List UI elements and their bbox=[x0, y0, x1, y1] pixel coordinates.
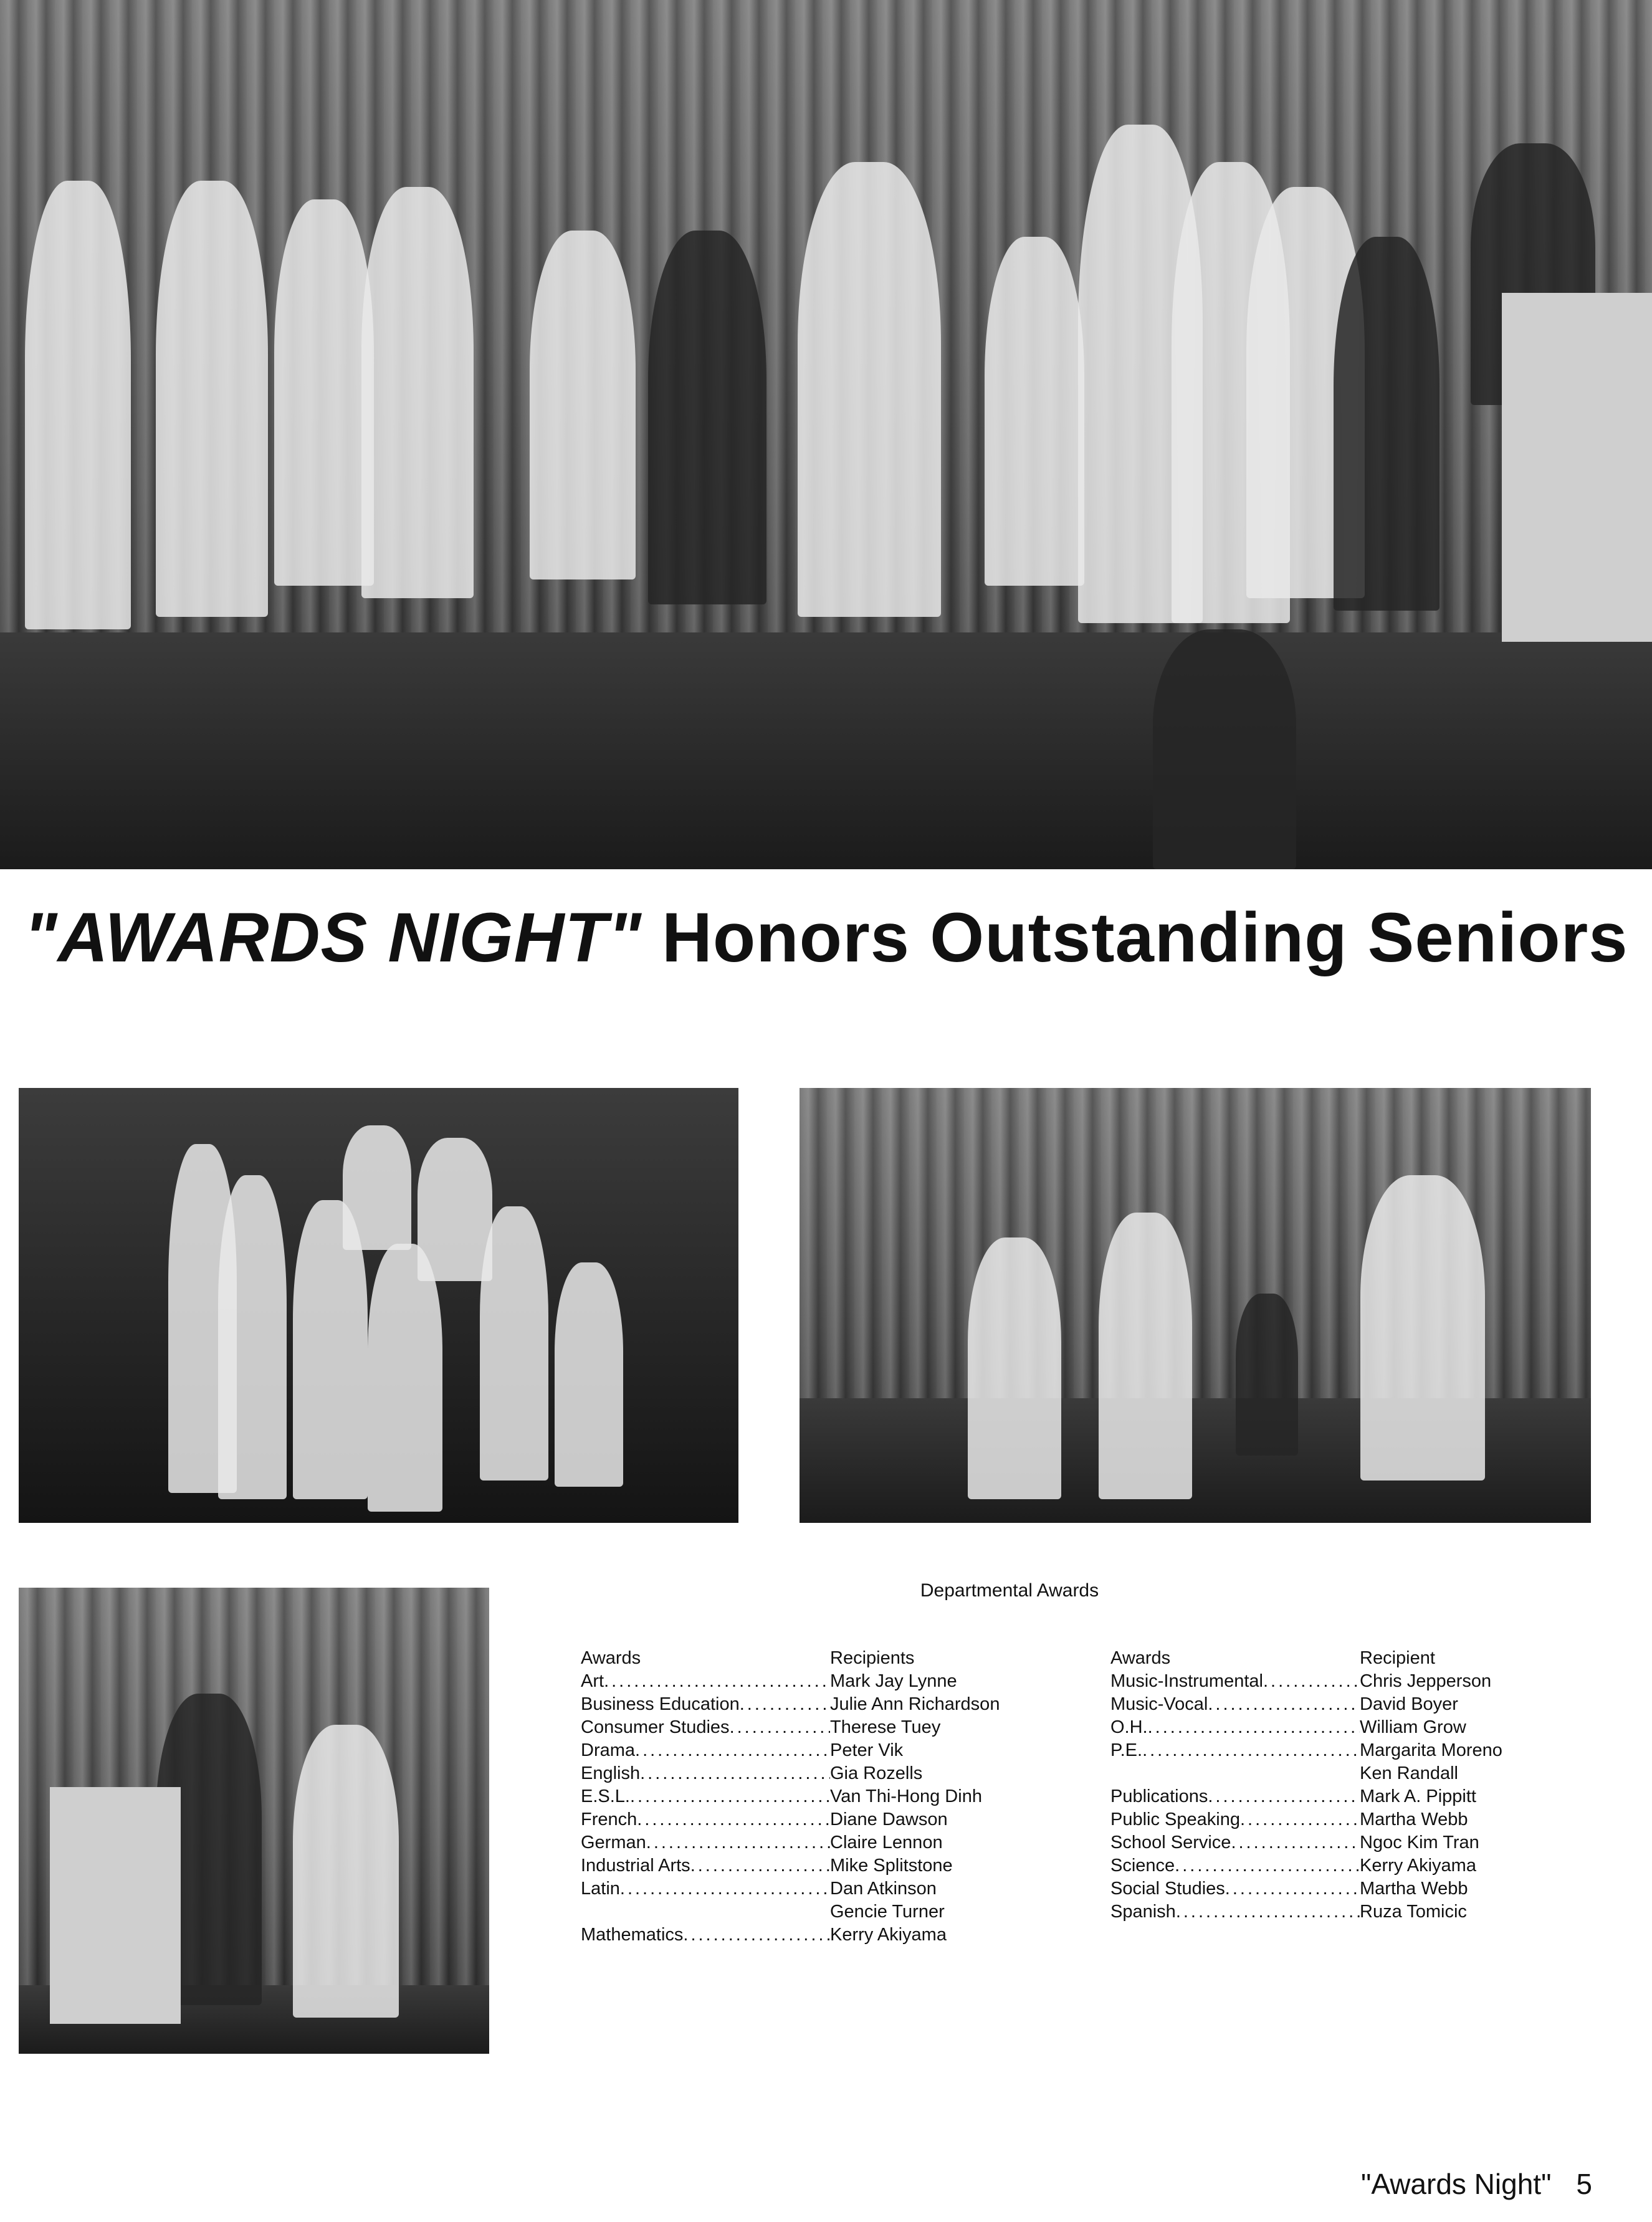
photo-choir bbox=[19, 1088, 738, 1523]
award-name-text: Awards bbox=[1110, 1648, 1171, 1668]
award-row bbox=[581, 1877, 1042, 1900]
awards-header-row bbox=[581, 1647, 1042, 1670]
award-name-text: P.E. bbox=[1110, 1740, 1143, 1760]
award-name bbox=[581, 1831, 830, 1854]
dot-leader bbox=[730, 1716, 830, 1739]
dot-leader bbox=[604, 1670, 830, 1693]
dot-leader bbox=[635, 1739, 830, 1762]
choir-member-figure bbox=[218, 1175, 287, 1499]
recipient-name: Mark A. Pippitt bbox=[1360, 1786, 1476, 1806]
award-name bbox=[581, 1693, 830, 1716]
choir-member-figure bbox=[343, 1125, 411, 1250]
award-name-text: Consumer Studies bbox=[581, 1717, 730, 1737]
award-name-text: Music-Instrumental bbox=[1110, 1671, 1263, 1691]
dot-leader bbox=[683, 1924, 830, 1947]
dot-leader bbox=[1263, 1670, 1360, 1693]
award-name-text: German bbox=[581, 1833, 646, 1852]
recipient-name: William Grow bbox=[1360, 1717, 1466, 1737]
recipient-name: Kerry Akiyama bbox=[1360, 1856, 1476, 1876]
dot-leader bbox=[646, 1831, 830, 1854]
award-row bbox=[1110, 1762, 1534, 1785]
podium bbox=[50, 1787, 181, 2024]
award-name bbox=[1110, 1647, 1360, 1670]
dot-leader bbox=[1231, 1831, 1360, 1854]
photo-podium-handshake bbox=[19, 1588, 489, 2054]
award-row bbox=[581, 1716, 1042, 1739]
award-name bbox=[1110, 1854, 1360, 1877]
award-row bbox=[1110, 1670, 1534, 1693]
recipient-name: Kerry Akiyama bbox=[830, 1925, 947, 1945]
award-name bbox=[1110, 1670, 1360, 1693]
award-name bbox=[581, 1924, 830, 1947]
dot-leader bbox=[637, 1808, 830, 1831]
award-name bbox=[1110, 1785, 1360, 1808]
dot-leader bbox=[690, 1854, 830, 1877]
stage-floor bbox=[0, 632, 1652, 869]
award-name-text: School Service bbox=[1110, 1833, 1231, 1852]
award-row bbox=[1110, 1808, 1534, 1831]
dot-leader bbox=[640, 1762, 830, 1785]
award-name bbox=[1110, 1900, 1360, 1924]
recipient-name: Ken Randall bbox=[1360, 1763, 1458, 1783]
award-name-text: French bbox=[581, 1810, 637, 1829]
award-row bbox=[1110, 1854, 1534, 1877]
page-footer bbox=[1361, 2167, 1592, 2201]
recipient-name: Therese Tuey bbox=[830, 1717, 941, 1737]
dot-leader bbox=[1208, 1785, 1360, 1808]
award-name bbox=[581, 1762, 830, 1785]
student-figure bbox=[156, 181, 268, 617]
recipient-name: Gencie Turner bbox=[830, 1902, 945, 1922]
choir-member-figure bbox=[418, 1138, 492, 1281]
awards-header-row bbox=[1110, 1647, 1534, 1670]
recipient-name: Claire Lennon bbox=[830, 1833, 943, 1852]
choir-member-figure bbox=[555, 1262, 623, 1487]
award-row bbox=[1110, 1785, 1534, 1808]
student-figure bbox=[1236, 1294, 1298, 1456]
recipient-name: Martha Webb bbox=[1360, 1810, 1468, 1829]
student-figure bbox=[1099, 1213, 1192, 1499]
award-name-text: Latin bbox=[581, 1879, 620, 1899]
student-figure bbox=[25, 181, 131, 629]
award-row bbox=[581, 1670, 1042, 1693]
photo-award-presentation bbox=[800, 1088, 1591, 1523]
recipient-name: Van Thi-Hong Dinh bbox=[830, 1786, 982, 1806]
recipient-name: David Boyer bbox=[1360, 1694, 1458, 1714]
award-row bbox=[581, 1924, 1042, 1947]
recipient-name: Margarita Moreno bbox=[1360, 1740, 1502, 1760]
dot-leader bbox=[630, 1785, 830, 1808]
award-name bbox=[581, 1785, 830, 1808]
award-name bbox=[1110, 1808, 1360, 1831]
recipient-name: Recipient bbox=[1360, 1648, 1435, 1668]
award-row bbox=[1110, 1693, 1534, 1716]
award-row bbox=[581, 1693, 1042, 1716]
award-row bbox=[581, 1785, 1042, 1808]
award-name-text: O.H. bbox=[1110, 1717, 1148, 1737]
recipient-name: Gia Rozells bbox=[830, 1763, 923, 1783]
award-row bbox=[581, 1831, 1042, 1854]
headline-subtitle: Honors Outstanding Seniors bbox=[641, 899, 1628, 976]
award-name-text: Mathematics bbox=[581, 1925, 684, 1945]
award-name bbox=[581, 1716, 830, 1739]
award-name-text: English bbox=[581, 1763, 641, 1783]
recipient-name: Ngoc Kim Tran bbox=[1360, 1833, 1479, 1852]
dot-leader bbox=[1240, 1808, 1360, 1831]
award-name-text: E.S.L. bbox=[581, 1786, 630, 1806]
recipient-name: Recipients bbox=[830, 1648, 915, 1668]
award-name bbox=[581, 1854, 830, 1877]
award-name-text: Awards bbox=[581, 1648, 641, 1668]
award-name-text: Social Studies bbox=[1110, 1879, 1225, 1899]
student-figure bbox=[361, 187, 474, 598]
audience-figure bbox=[1153, 629, 1296, 869]
award-name-text: Public Speaking bbox=[1110, 1810, 1240, 1829]
podium bbox=[1502, 293, 1652, 642]
award-name bbox=[1110, 1739, 1360, 1762]
dot-leader bbox=[740, 1693, 830, 1716]
recipient-name: Dan Atkinson bbox=[830, 1879, 937, 1899]
student-figure bbox=[798, 162, 941, 617]
presenter-figure bbox=[968, 1237, 1061, 1499]
award-row bbox=[1110, 1716, 1534, 1739]
dot-leader bbox=[620, 1877, 830, 1900]
award-name-text: Spanish bbox=[1110, 1902, 1176, 1922]
award-name bbox=[1110, 1831, 1360, 1854]
award-row bbox=[581, 1762, 1042, 1785]
student-figure bbox=[274, 199, 374, 586]
award-name-text: Industrial Arts bbox=[581, 1856, 690, 1876]
award-row bbox=[1110, 1739, 1534, 1762]
dot-leader bbox=[1225, 1877, 1360, 1900]
award-name bbox=[581, 1647, 830, 1670]
recipient-name: Martha Webb bbox=[1360, 1879, 1468, 1899]
award-name bbox=[581, 1808, 830, 1831]
photo-stage-group-top bbox=[0, 0, 1652, 869]
recipient-name: Mark Jay Lynne bbox=[830, 1671, 957, 1691]
recipient-name: Chris Jepperson bbox=[1360, 1671, 1492, 1691]
dot-leader bbox=[1208, 1693, 1360, 1716]
footer-section-title: "Awards Night" bbox=[1361, 2168, 1552, 2200]
award-name-text: Business Education bbox=[581, 1694, 740, 1714]
student-figure bbox=[293, 1725, 399, 2018]
student-figure bbox=[648, 231, 766, 604]
award-row bbox=[1110, 1900, 1534, 1924]
recipient-name: Diane Dawson bbox=[830, 1810, 948, 1829]
award-name bbox=[581, 1900, 830, 1924]
choir-member-figure bbox=[368, 1244, 442, 1512]
awards-left-column bbox=[581, 1647, 1042, 1947]
awards-right-column bbox=[1110, 1647, 1534, 1924]
award-name bbox=[581, 1877, 830, 1900]
award-name-text: Drama bbox=[581, 1740, 636, 1760]
student-figure bbox=[985, 237, 1084, 586]
award-name-text: Music-Vocal bbox=[1110, 1694, 1208, 1714]
dot-leader bbox=[1142, 1739, 1360, 1762]
award-name bbox=[1110, 1716, 1360, 1739]
award-name bbox=[1110, 1877, 1360, 1900]
award-name-text: Art bbox=[581, 1671, 604, 1691]
student-figure bbox=[530, 231, 636, 579]
award-name bbox=[1110, 1762, 1360, 1785]
award-name-text: Science bbox=[1110, 1856, 1175, 1876]
award-row bbox=[1110, 1831, 1534, 1854]
award-row bbox=[1110, 1877, 1534, 1900]
dot-leader bbox=[1175, 1854, 1360, 1877]
award-name-text: Publications bbox=[1110, 1786, 1208, 1806]
dot-leader bbox=[1176, 1900, 1360, 1924]
awards-title: Departmental Awards bbox=[920, 1580, 1099, 1601]
award-row bbox=[581, 1854, 1042, 1877]
award-name bbox=[1110, 1693, 1360, 1716]
student-figure bbox=[1360, 1175, 1485, 1481]
page-number: 5 bbox=[1576, 2168, 1592, 2200]
recipient-name: Peter Vik bbox=[830, 1740, 904, 1760]
headline-awards-night: "AWARDS NIGHT" bbox=[24, 899, 642, 976]
award-row bbox=[581, 1808, 1042, 1831]
recipient-name: Julie Ann Richardson bbox=[830, 1694, 1000, 1714]
dot-leader bbox=[1148, 1716, 1360, 1739]
student-figure bbox=[1334, 237, 1440, 611]
award-row bbox=[581, 1739, 1042, 1762]
recipient-name: Ruza Tomicic bbox=[1360, 1902, 1467, 1922]
award-name bbox=[581, 1739, 830, 1762]
recipient-name: Mike Splitstone bbox=[830, 1856, 953, 1876]
choir-member-figure bbox=[480, 1206, 548, 1481]
award-name bbox=[581, 1670, 830, 1693]
award-row bbox=[581, 1900, 1042, 1924]
page-headline bbox=[0, 897, 1652, 978]
